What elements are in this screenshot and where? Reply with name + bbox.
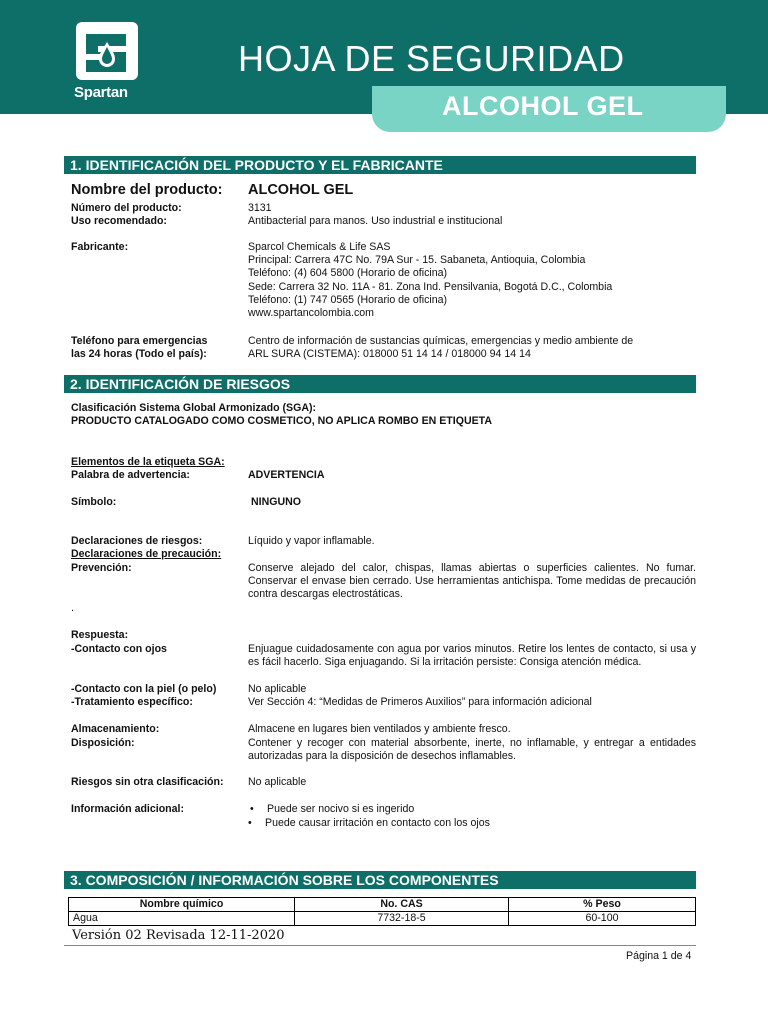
maker-line: Sparcol Chemicals & Life SAS [248,241,391,253]
column-header: No. CAS [295,898,509,912]
list-item: • Puede causar irritación en contacto con los ojos [265,817,490,830]
column-header: % Peso [509,898,696,912]
product-name-label: Nombre del producto: [71,182,223,198]
other-risks-value: No aplicable [248,776,307,788]
skin-contact-value: No aplicable [248,683,307,695]
storage-label: Almacenamiento: [71,723,160,735]
page-number: Página 1 de 4 [626,950,692,962]
maker-line: Teléfono: (1) 747 0565 (Horario de oficina) [248,294,448,306]
brand-name: Spartan [74,84,128,101]
symbol-value: NINGUNO [251,496,302,508]
footer-divider [64,945,696,946]
symbol-label: Símbolo: [71,496,117,508]
sga-label: Clasificación Sistema Global Armonizado (SGA): [71,402,317,414]
label-elements-heading: Elementos de la etiqueta SGA: [71,456,225,468]
table-cell: 7732-18-5 [295,912,509,926]
table-header-row [69,898,696,912]
maker-website: www.spartancolombia.com [248,307,374,319]
eye-contact-value: Enjuague cuidadosamente con agua por varios minutos. Retire los lentes de contacto, si usa y es fácil hacerlo. Siga enjuagando. Si la irritación persiste: Consiga atención médica. [248,643,696,669]
hazard-statements-label: Declaraciones de riesgos: [71,535,203,547]
section-3-header: 3. COMPOSICIÓN / INFORMACIÓN SOBRE LOS COMPONENTES [64,871,696,889]
column-header: Nombre químico [69,898,295,912]
product-number-label: Número del producto: [71,202,182,214]
composition-table [68,897,696,926]
list-item: • Puede ser nocivo si es ingerido [267,803,414,816]
use-label: Uso recomendado: [71,215,167,227]
additional-info-label: Información adicional: [71,803,185,815]
other-risks-label: Riesgos sin otra clasificación: [71,776,224,788]
hazard-statements-value: Líquido y vapor inflamable. [248,535,375,547]
emergency-label: las 24 horas (Todo el país): [71,348,207,360]
precaution-statements-label: Declaraciones de precaución: [71,548,222,560]
maker-line: Principal: Carrera 47C No. 79A Sur - 15. Sabaneta, Antioquia, Colombia [248,254,586,266]
product-number-value: 3131 [248,202,272,214]
table-cell: 60-100 [509,912,696,926]
treatment-value: Ver Sección 4: “Medidas de Primeros Auxilios” para información adicional [248,696,592,708]
version-text: Versión 02 Revisada 12-11-2020 [72,928,285,943]
stray-dot: . [71,602,74,614]
treatment-label: -Tratamiento específico: [71,696,193,708]
product-banner-text: ALCOHOL GEL [442,91,644,121]
disposal-value: Contener y recoger con material absorbente, inerte, no inflamable, y entregar a entidades autorizadas para la disposición de desechos inflamables. [248,737,696,763]
maker-line: Teléfono: (4) 604 5800 (Horario de oficina) [248,267,448,279]
section-2-header: 2. IDENTIFICACIÓN DE RIESGOS [64,375,696,393]
product-name-value: ALCOHOL GEL [248,182,354,198]
storage-value: Almacene en lugares bien ventilados y ambiente fresco. [248,723,511,735]
skin-contact-label: -Contacto con la piel (o pelo) [71,683,217,695]
table-row [69,912,696,926]
signal-word-value: ADVERTENCIA [248,469,325,481]
disposal-label: Disposición: [71,737,135,749]
maker-label: Fabricante: [71,241,129,253]
use-value: Antibacterial para manos. Uso industrial e institucional [248,215,503,227]
prevention-value: Conserve alejado del calor, chispas, llamas abiertas o superficies calientes. No fumar. Conservar el envase bien cerrado. Use herramientas antichispa. Tome medidas de precaución contra descargas electrostáticas. [248,562,696,601]
eye-contact-label: -Contacto con ojos [71,643,167,655]
emergency-label: Teléfono para emergencias [71,335,208,347]
signal-word-label: Palabra de advertencia: [71,469,190,481]
emergency-value: ARL SURA (CISTEMA): 018000 51 14 14 / 018000 94 14 14 [248,348,531,360]
emergency-value: Centro de información de sustancias químicas, emergencias y medio ambiente de [248,335,634,347]
document-title: HOJA DE SEGURIDAD [238,38,625,79]
sga-value: PRODUCTO CATALOGADO COMO COSMETICO, NO APLICA ROMBO EN ETIQUETA [71,415,492,427]
response-label: Respuesta: [71,629,129,641]
table-cell: Agua [69,912,295,926]
prevention-label: Prevención: [71,562,132,574]
maker-line: Sede: Carrera 32 No. 11A - 81. Zona Ind. Pensilvania, Bogotá D.C., Colombia [248,281,613,293]
section-1-header: 1. IDENTIFICACIÓN DEL PRODUCTO Y EL FABRICANTE [64,156,696,174]
